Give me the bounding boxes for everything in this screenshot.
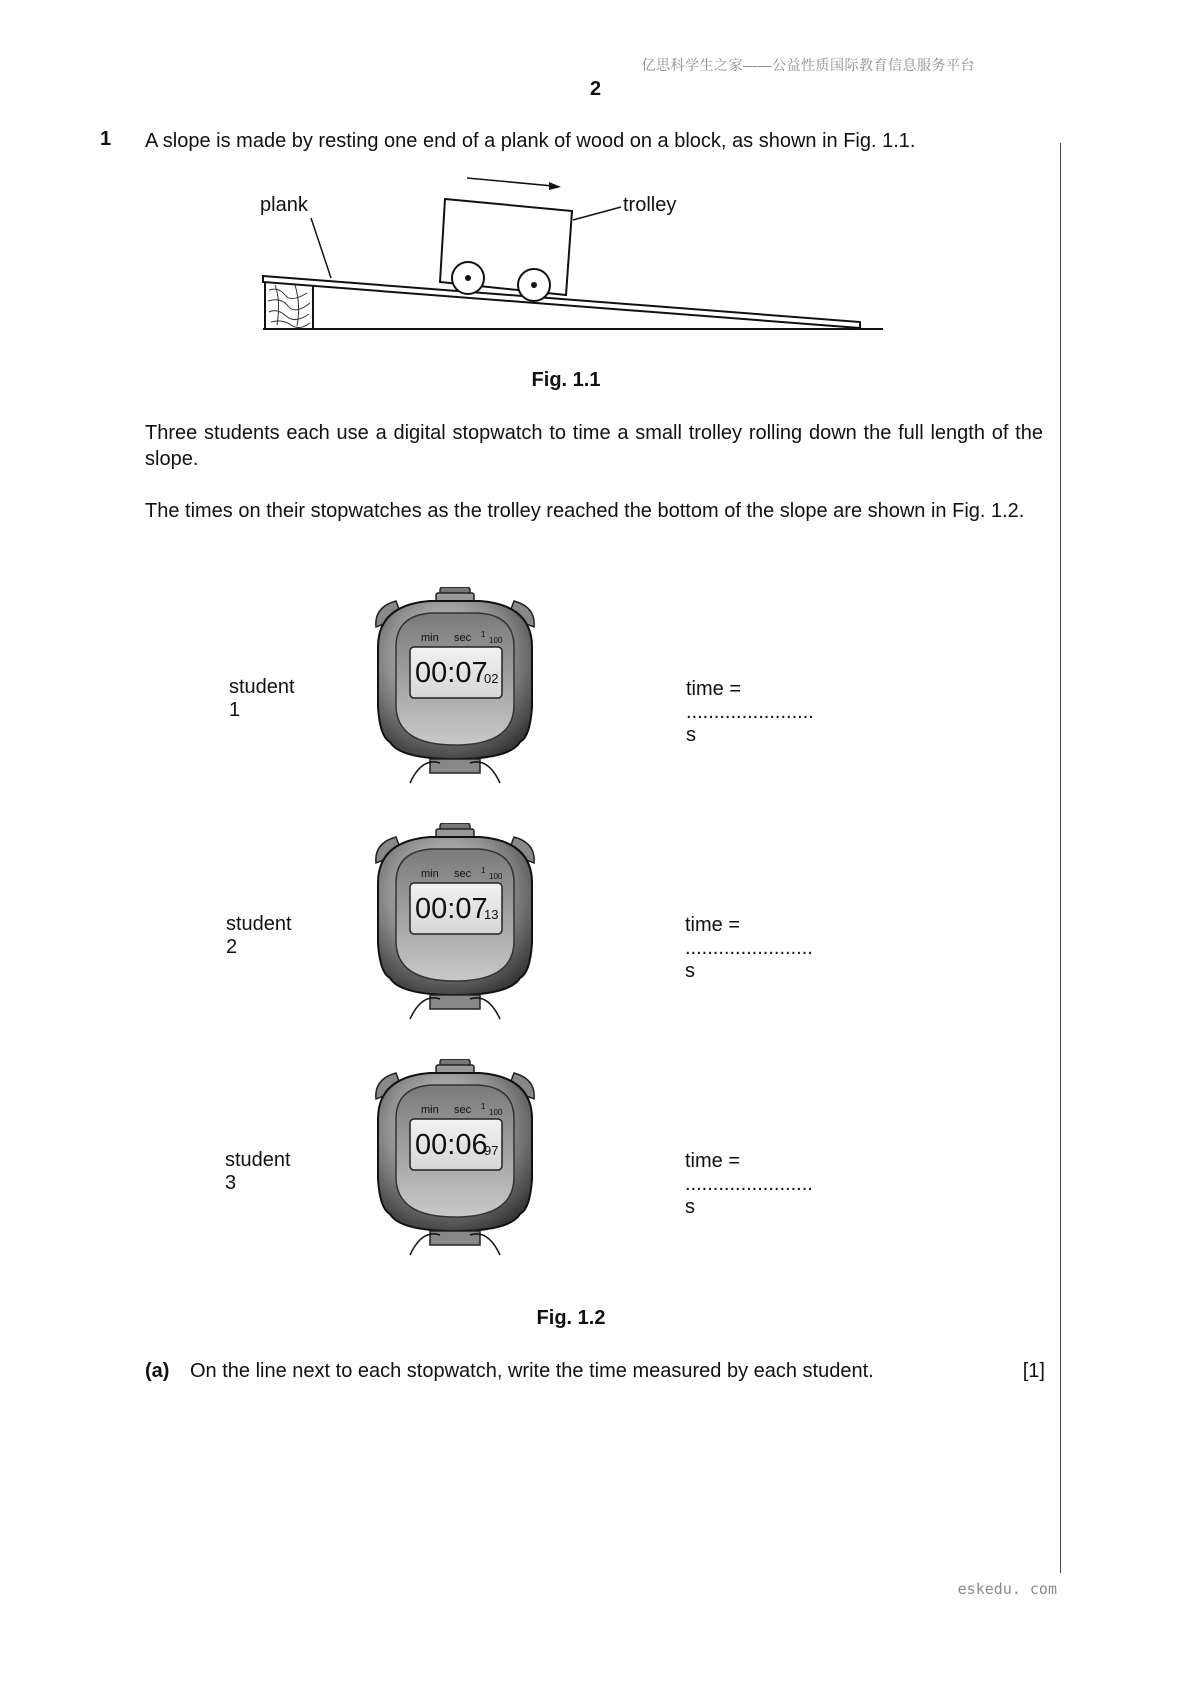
stopwatch-2 — [370, 823, 540, 1023]
display-main: 00:07 — [415, 657, 488, 689]
stopwatch-3 — [370, 1059, 540, 1259]
footer-site: eskedu. com — [957, 1580, 1057, 1598]
student-2-label: student 2 — [226, 913, 292, 958]
display-main: 00:07 — [415, 893, 488, 925]
plank-label: plank — [260, 194, 308, 216]
student-2-time-line[interactable]: time = ....................... s — [685, 914, 813, 982]
unit-min: min — [421, 868, 439, 880]
part-a-text: On the line next to each stopwatch, write the time measured by each student. — [190, 1360, 874, 1382]
display-hundredths: 97 — [484, 1143, 499, 1158]
display-hundredths: 13 — [484, 907, 499, 922]
fig-1-1-caption: Fig. 1.1 — [531, 369, 601, 391]
student-1-time-line[interactable]: time = ....................... s — [686, 678, 814, 746]
part-a-label: (a) — [145, 1360, 170, 1382]
motion-arrow — [467, 178, 561, 190]
fig-1-2-caption: Fig. 1.2 — [536, 1307, 606, 1329]
display-hundredths: 02 — [484, 671, 499, 686]
paragraph-times: The times on their stopwatches as the trolley reached the bottom of the slope are shown in Fig. 1.2. — [145, 500, 1025, 522]
margin-line — [1060, 143, 1061, 1573]
part-a — [145, 1360, 1045, 1383]
header-site-name: 亿思科学生之家——公益性质国际教育信息服务平台 — [641, 57, 975, 73]
unit-sec: sec — [454, 632, 472, 644]
figure-slope-diagram — [255, 175, 895, 335]
trolley — [440, 199, 572, 301]
unit-frac-den: 100 — [489, 872, 503, 881]
display-main: 00:06 — [415, 1129, 488, 1161]
unit-frac-num: 1 — [481, 866, 486, 875]
unit-frac-den: 100 — [489, 636, 503, 645]
question-number: 1 — [100, 128, 112, 150]
unit-min: min — [421, 1104, 439, 1116]
unit-frac-den: 100 — [489, 1108, 503, 1117]
student-3-time-line[interactable]: time = ....................... s — [685, 1150, 813, 1218]
unit-sec: sec — [454, 868, 472, 880]
unit-min: min — [421, 632, 439, 644]
student-1-label: student 1 — [229, 676, 295, 721]
unit-frac-num: 1 — [481, 1102, 486, 1111]
wooden-block — [265, 282, 313, 329]
paragraph-students: Three students each use a digital stopwatch to time a small trolley rolling down the full length of the slope. — [145, 422, 1043, 470]
stopwatch-1 — [370, 587, 540, 787]
trolley-label: trolley — [623, 194, 677, 216]
unit-sec: sec — [454, 1104, 472, 1116]
part-a-marks: [1] — [1022, 1360, 1045, 1382]
plank-leader-line — [311, 218, 331, 278]
trolley-leader-line — [573, 207, 621, 220]
page-number: 2 — [589, 78, 602, 100]
unit-frac-num: 1 — [481, 630, 486, 639]
student-3-label: student 3 — [225, 1149, 291, 1194]
question-intro: A slope is made by resting one end of a plank of wood on a block, as shown in Fig. 1.1. — [145, 130, 916, 152]
